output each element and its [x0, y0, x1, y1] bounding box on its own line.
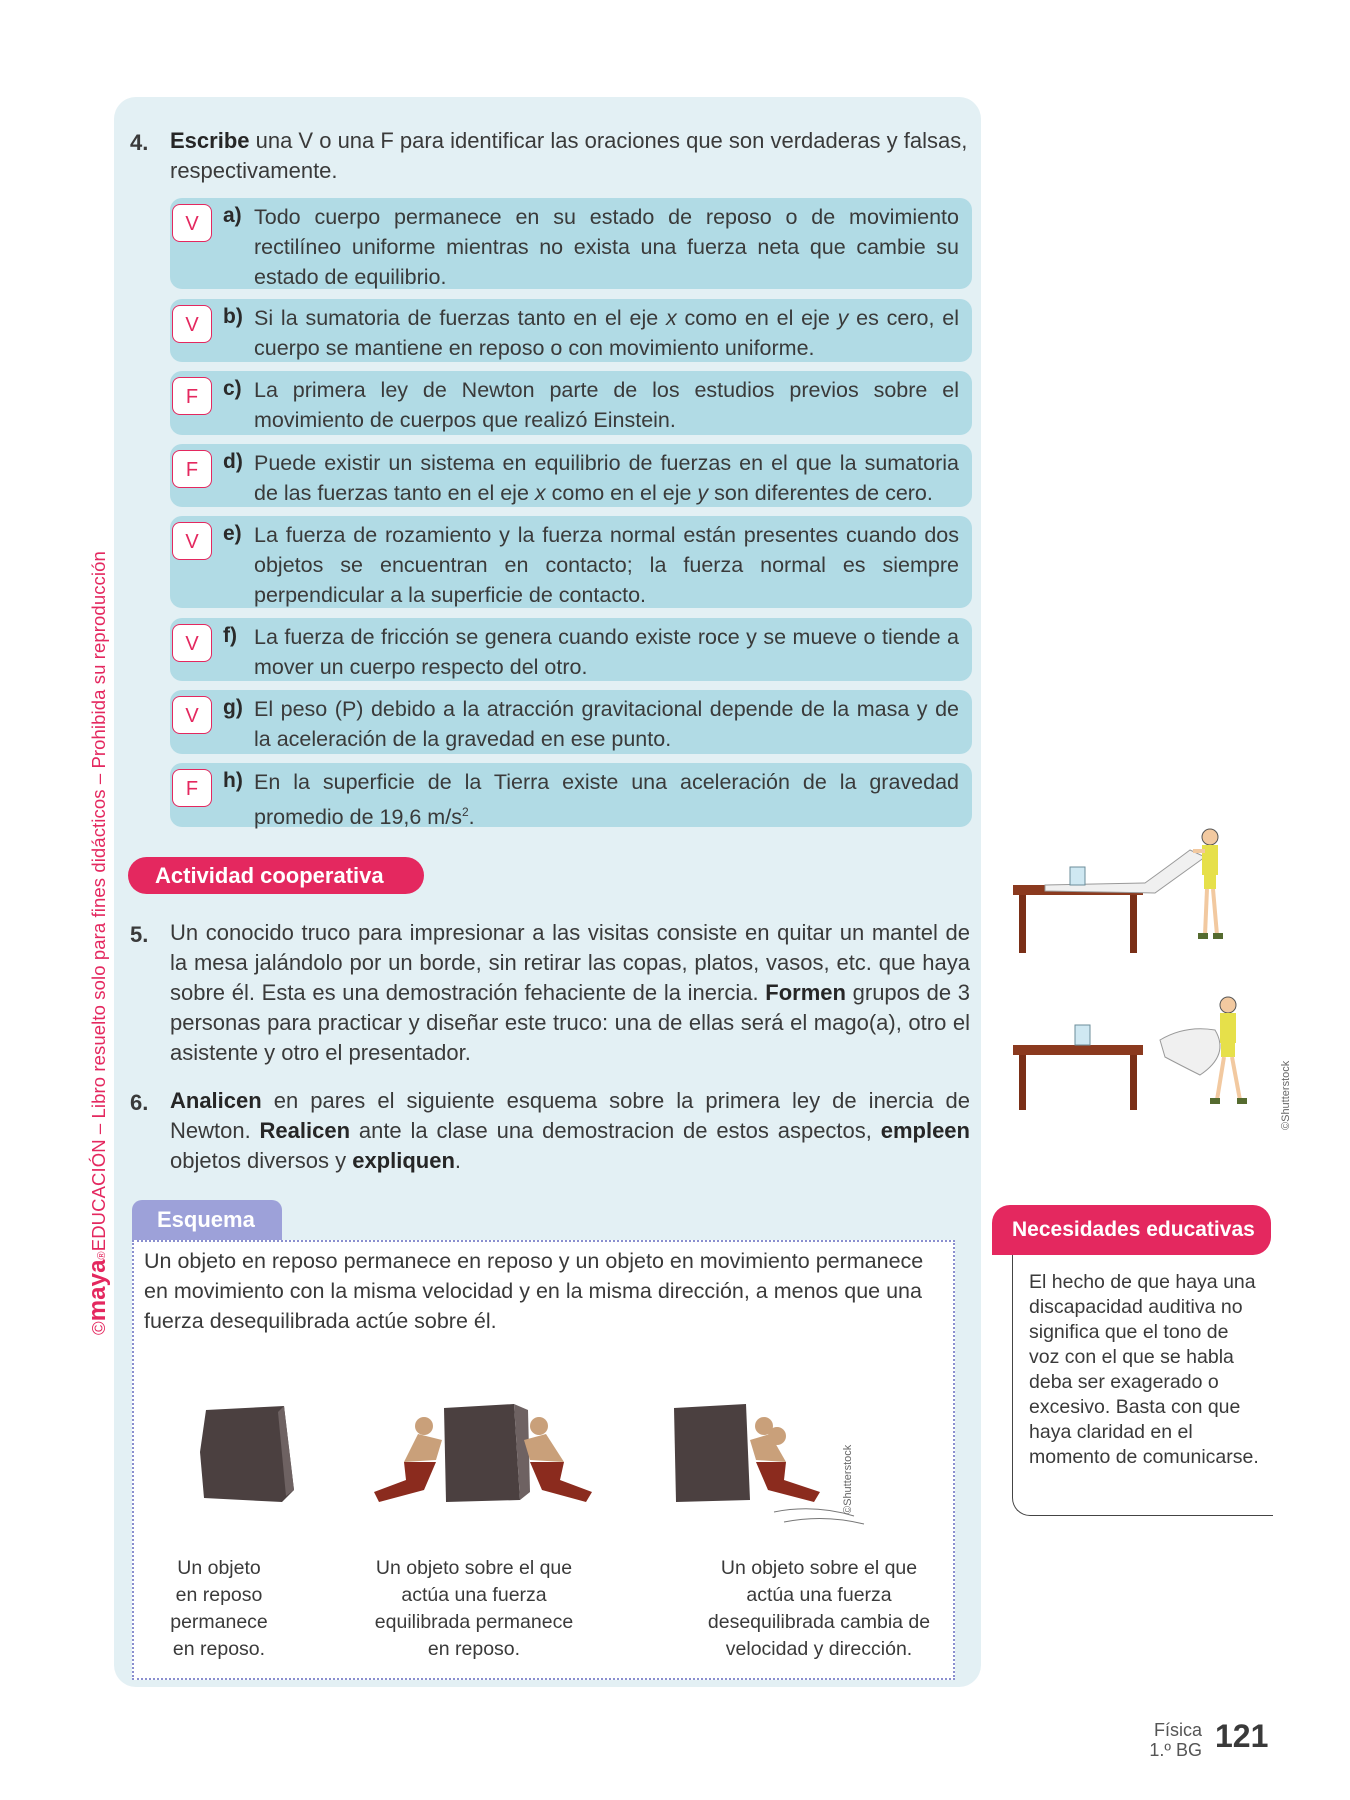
- item-letter: a): [223, 204, 242, 227]
- brand-logo: maya: [84, 1259, 111, 1322]
- list-item: [170, 618, 972, 681]
- registered-symbol: ®: [96, 1251, 108, 1260]
- answer-box[interactable]: F: [172, 377, 212, 415]
- answer-box[interactable]: F: [172, 450, 212, 488]
- sidebar-copyright: [84, 455, 112, 1335]
- inertia-diagram: [174, 1392, 894, 1532]
- question-number: 6.: [130, 1090, 149, 1115]
- scheme-caption: Un objeto sobre el que actúa una fuerza equilibrada permanece en reposo.: [374, 1557, 574, 1660]
- needs-box: [1012, 1255, 1273, 1516]
- answer-box[interactable]: V: [172, 696, 212, 734]
- item-text: La primera ley de Newton parte de los estudios previos sobre el movimiento de cuerpos que realizó Einstein.: [254, 378, 959, 432]
- item-letter: e): [223, 522, 242, 545]
- sidebar-text: EDUCACIÓN – Libro resuelto solo para fines didácticos – Prohibida su reproducción: [88, 551, 109, 1252]
- list-item: [170, 516, 972, 608]
- scheme-credit: ©Shutterstock: [842, 1444, 854, 1514]
- list-item: [170, 690, 972, 754]
- answer-box[interactable]: F: [172, 769, 212, 807]
- image-credit: ©Shutterstock: [1280, 1060, 1292, 1130]
- item-letter: g): [223, 696, 243, 719]
- footer-grade: 1.º BG: [1149, 1740, 1202, 1760]
- scheme-caption: Un objeto en reposo permanece en reposo.: [170, 1557, 268, 1660]
- item-text: En la superficie de la Tierra existe una aceleración de la gravedad promedio de 19,6 $m/s^2$.: [254, 770, 959, 830]
- question-number: 5.: [130, 922, 149, 947]
- answer-box[interactable]: V: [172, 305, 212, 343]
- list-item: [170, 299, 972, 362]
- question-4-prompt: Escribe una V o una F para identificar las oraciones que son verdaderas y falsas, respectivamente.: [170, 128, 968, 183]
- activity-label: Actividad cooperativa: [128, 857, 424, 894]
- needs-text: El hecho de que haya una discapacidad auditiva no significa que el tono de voz con el que se habla deba ser exagerado o excesivo. Basta con que haya claridad en el momento de comunicarse.: [1029, 1271, 1259, 1468]
- list-item: [170, 444, 972, 507]
- item-text: La fuerza de fricción se genera cuando existe roce y se mueve o tiende a mover un cuerpo respecto del otro.: [254, 625, 959, 679]
- answer-box[interactable]: V: [172, 624, 212, 662]
- item-text: Todo cuerpo permanece en su estado de reposo o de movimiento rectilíneo uniforme mientras no exista una fuerza neta que cambie su estado de equilibrio.: [254, 205, 959, 289]
- needs-title: Necesidades educativas: [992, 1205, 1271, 1255]
- item-text: Puede existir un sistema en equilibrio de fuerzas en el que la sumatoria de las fuerzas tanto en el eje x como en el eje y son diferentes de cero.: [254, 451, 959, 505]
- item-letter: c): [223, 377, 242, 400]
- question-5-text: Un conocido truco para impresionar a las visitas consiste en quitar un mantel de la mesa jalándolo por un borde, sin retirar las copas, platos, vasos, etc. que haya sobre él. Esta es una demostración fehaciente de la inercia. Formen grupos de 3 personas para practicar y diseñar este truco: una de ellas será el mago(a), otro el asistente y otro el presentador.: [170, 920, 970, 1065]
- scheme-caption: Un objeto sobre el que actúa una fuerza desequilibrada cambia de velocidad y dirección.: [707, 1557, 931, 1660]
- item-text: Si la sumatoria de fuerzas tanto en el eje x como en el eje y es cero, el cuerpo se mantiene en reposo o con movimiento uniforme.: [254, 306, 959, 360]
- list-item: [170, 371, 972, 435]
- item-letter: f): [223, 624, 237, 647]
- footer-subject: Física: [1153, 1720, 1202, 1740]
- item-letter: h): [223, 769, 243, 792]
- question-6-text: Analicen en pares el siguiente esquema sobre la primera ley de inercia de Newton. Realicen ante la clase una demostracion de estos aspectos, empleen objetos diversos y expliquen.: [170, 1088, 970, 1173]
- answer-box[interactable]: V: [172, 204, 212, 242]
- answer-box[interactable]: V: [172, 522, 212, 560]
- scheme-text: Un objeto en reposo permanece en reposo y un objeto en movimiento permanece en movimiento con la misma velocidad y en la misma dirección, a menos que una fuerza desequilibrada actúe sobre él.: [144, 1249, 924, 1333]
- page-number: 121: [1215, 1718, 1269, 1754]
- item-letter: d): [223, 450, 243, 473]
- scheme-box: [132, 1240, 955, 1680]
- scheme-label: Esquema: [132, 1200, 282, 1242]
- list-item: [170, 763, 972, 830]
- tablecloth-trick-illustration: [1005, 825, 1275, 1125]
- item-text: El peso (P) debido a la atracción gravitacional depende de la masa y de la aceleración de la gravedad en ese punto.: [254, 697, 959, 751]
- item-letter: b): [223, 305, 243, 328]
- item-text: La fuerza de rozamiento y la fuerza normal están presentes cuando dos objetos se encuentran en contacto; la fuerza normal es siempre perpendicular a la superficie de contacto.: [254, 523, 959, 607]
- question-number: 4.: [130, 130, 149, 155]
- list-item: [170, 198, 972, 289]
- copyright-symbol: ©: [88, 1321, 109, 1335]
